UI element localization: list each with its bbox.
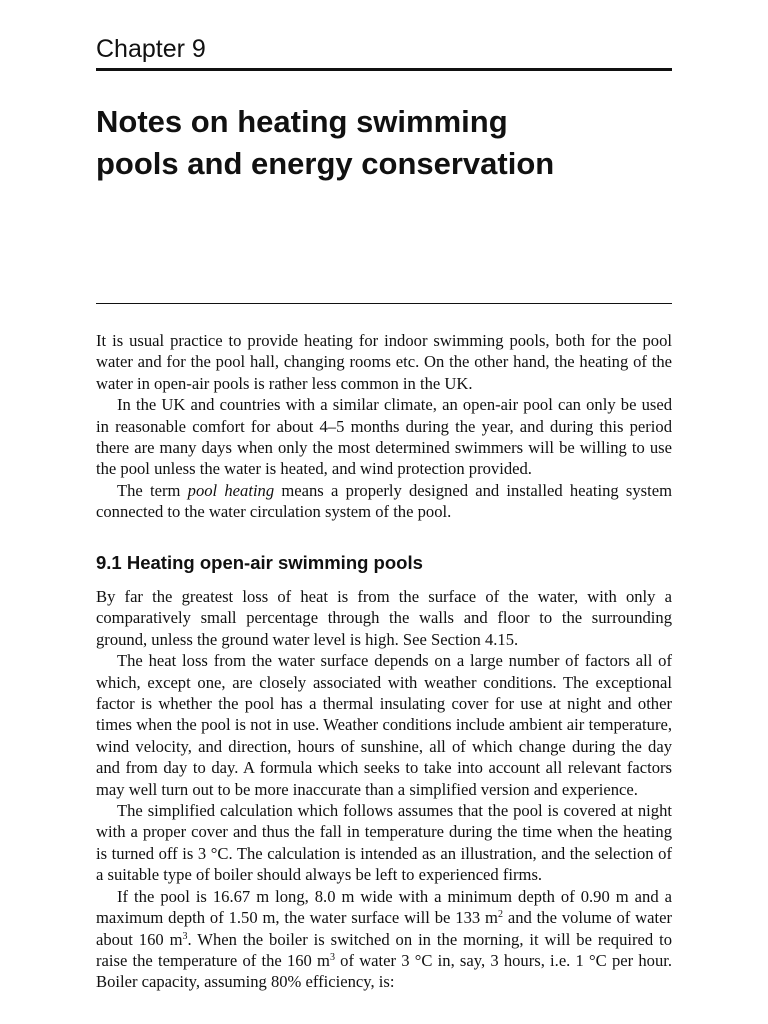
- superscript-2: 2: [497, 909, 503, 921]
- intro-paragraph-1: It is usual practice to provide heating for indoor swimming pools, both for the pool water and for the pool hall, changing rooms etc. On the other hand, the heating of the water in open-air pools is rather less common in the UK.: [96, 331, 672, 393]
- intro-text: [96, 330, 672, 523]
- intro-p3-text-before: The term: [117, 480, 188, 500]
- superscript-3: 3: [182, 930, 188, 942]
- section-heading: 9.1 Heating open-air swimming pools: [96, 552, 423, 573]
- section-paragraph-3: The simplified calculation which follows assumes that the pool is covered at night with a proper cover and thus the fall in temperature during the time when the heating is turned off is 3 °C. The calculation is intended as an illustration, and the selection of a suitable type of boiler should always be left to experienced firms.: [96, 801, 672, 885]
- superscript-3-second: 3: [329, 951, 335, 963]
- title-divider: [96, 303, 672, 304]
- chapter-title-line-1: Notes on heating swimming: [96, 104, 508, 139]
- p4-text-d: of water 3 °C in, say, 3 hours, i.e. 1 °C per hour. Boiler capacity, assuming 80% efficiency, is:: [96, 950, 672, 992]
- chapter-label: Chapter 9: [96, 35, 206, 63]
- p4-text-b: and the volume of water about 160 m: [96, 908, 673, 949]
- chapter-title: [96, 101, 672, 185]
- chapter-title-line-2: pools and energy conservation: [96, 146, 555, 181]
- section-paragraph-2: The heat loss from the water surface depends on a large number of factors all of which, except one, are closely associated with weather conditions. The exceptional factor is whether the pool has a thermal insulating cover for use at night and other times when the pool is not in use. Weather conditions include ambient air temperature, wind velocity, and direction, hours of sunshine, all of which change during the day and from day to day. A formula which seeks to take into account all relevant factors may well turn out to be more inaccurate than a simplified version and experience.: [96, 651, 672, 799]
- book-page: [96, 0, 672, 1024]
- chapter-rule: [96, 68, 672, 71]
- section-paragraph-1: By far the greatest loss of heat is from the surface of the water, with only a comparatively small percentage through the walls and floor to the surrounding ground, unless the ground water level is high. See Section 4.15.: [96, 587, 672, 649]
- intro-paragraph-2: In the UK and countries with a similar climate, an open-air pool can only be used in reasonable comfort for about 4–5 months during the year, and during this period there are many days when only the most determined swimmers will be willing to use the pool unless the water is heated, and wind protection provided.: [96, 395, 672, 479]
- section-paragraph-4: [96, 886, 672, 993]
- pool-heating-term: pool heating: [187, 480, 275, 500]
- section-body: [96, 586, 672, 993]
- p4-text-c: . When the boiler is switched on in the morning, it will be required to raise the temperature of the 160 m: [96, 929, 672, 970]
- intro-paragraph-3: [96, 480, 672, 523]
- p4-text-a: If the pool is 16.67 m long, 8.0 m wide with a minimum depth of 0.90 m and a maximum depth of 1.50 m, the water surface will be 133 m: [96, 886, 672, 928]
- intro-p3-text-after: means a properly designed and installed heating system connected to the water circulation system of the pool.: [96, 480, 672, 522]
